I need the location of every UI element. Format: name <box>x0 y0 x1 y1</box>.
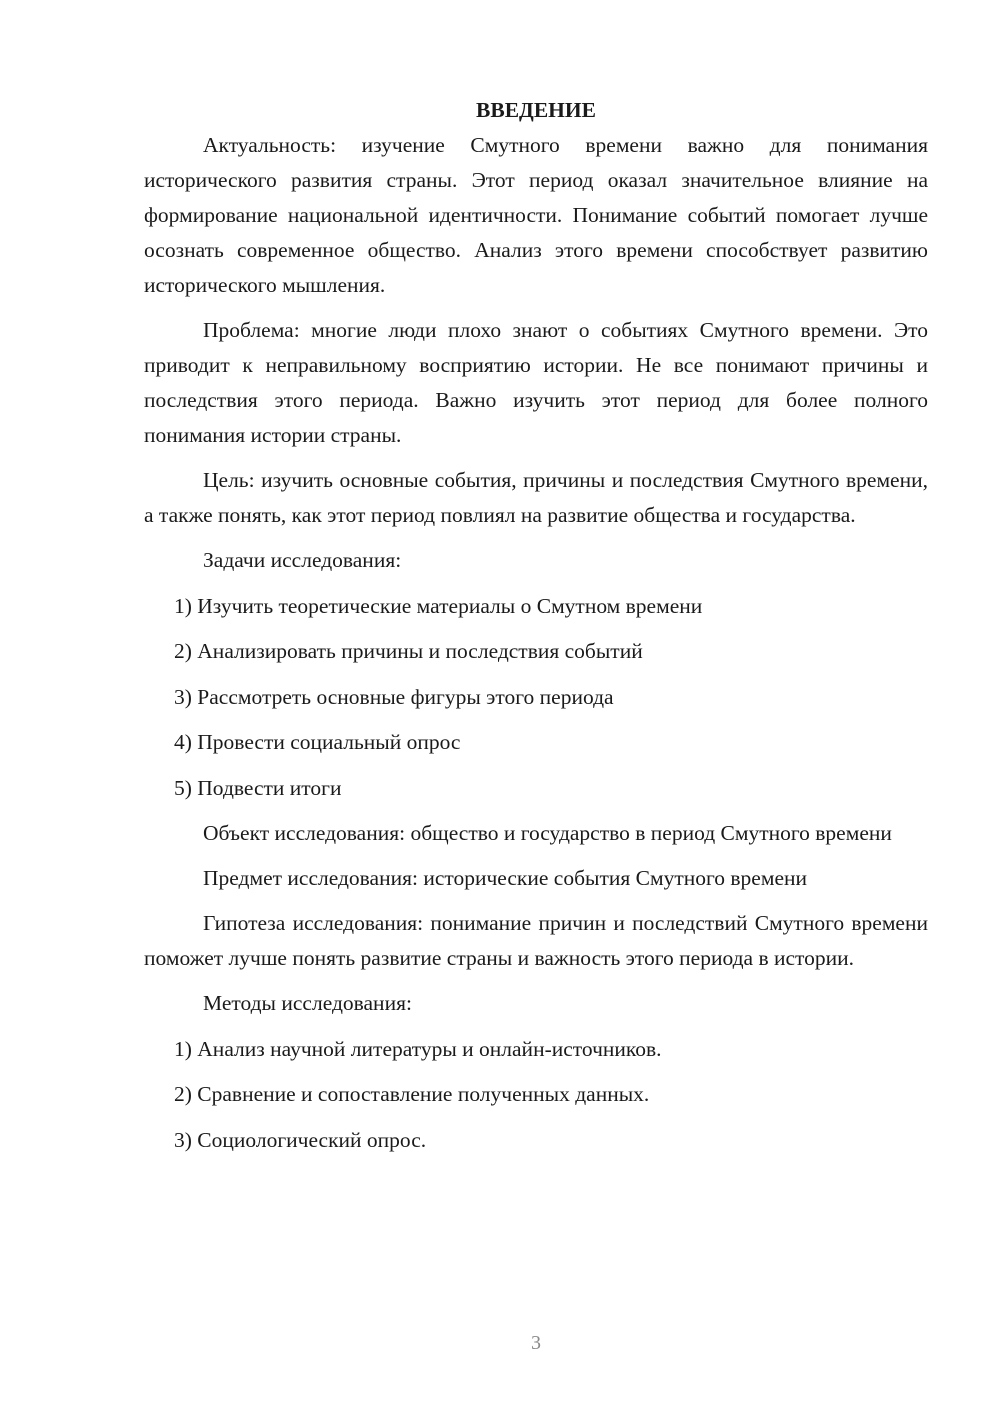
page-number: 3 <box>531 1332 541 1354</box>
paragraph-object: Объект исследования: общество и государство в период Смутного времени <box>203 821 892 845</box>
list-item: 5) Подвести итоги <box>174 775 342 800</box>
paragraph-hypothesis: Гипотеза исследования: понимание причин и последствий Смутного времени поможет лучше понять развитие страны и важность этого периода в истории. <box>144 911 928 970</box>
list-item: 3) Социологический опрос. <box>174 1127 427 1152</box>
paragraph-subject: Предмет исследования: исторические события Смутного времени <box>203 866 807 890</box>
list-item: 4) Провести социальный опрос <box>174 730 461 754</box>
tasks-list <box>144 589 928 806</box>
page-title: ВВЕДЕНИЕ <box>476 98 596 122</box>
list-item: 1) Изучить теоретические материалы о Смутном времени <box>174 593 703 618</box>
list-item: 2) Сравнение и сопоставление полученных данных. <box>174 1082 650 1106</box>
methods-list <box>144 1032 928 1158</box>
list-item: 3) Рассмотреть основные фигуры этого периода <box>174 684 614 709</box>
tasks-heading: Задачи исследования: <box>203 548 402 572</box>
methods-heading: Методы исследования: <box>203 991 412 1015</box>
paragraph-goal: Цель: изучить основные события, причины и последствия Смутного времени, а также понять, как этот период повлиял на развитие общества и государства. <box>144 468 928 527</box>
document-page <box>144 93 928 1168</box>
paragraph-problem: Проблема: многие люди плохо знают о событиях Смутного времени. Это приводит к неправильному восприятию истории. Не все понимают причины и последствия этого периода. Важно изучить этот период для более полного понимания истории страны. <box>144 318 928 447</box>
list-item: 1) Анализ научной литературы и онлайн-источников. <box>174 1036 662 1061</box>
paragraph-relevance: Актуальность: изучение Смутного времени важно для понимания исторического развития страны. Этот период оказал значительное влияние на формирование национальной идентичности. Понимание событий помогает лучше осознать современное общество. Анализ этого времени способствует развитию исторического мышления. <box>144 133 928 297</box>
list-item: 2) Анализировать причины и последствия событий <box>174 639 643 663</box>
